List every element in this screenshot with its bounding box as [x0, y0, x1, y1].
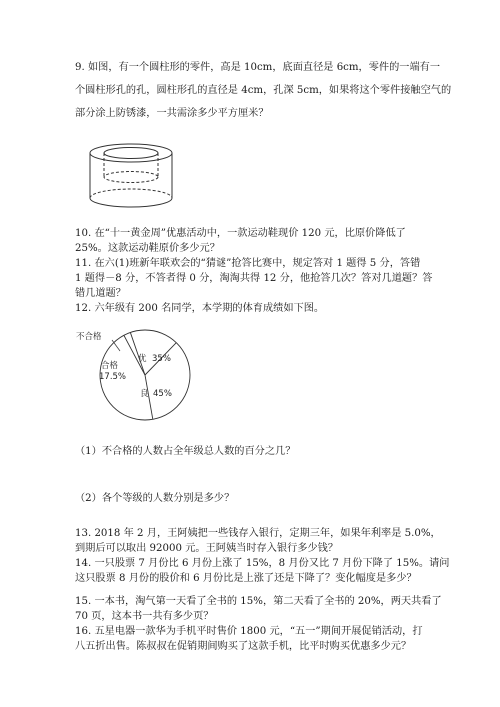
q14-line2: 这只股票 8 月份的股价和 6 月份比是上涨了还是下降了？变化幅度是多少？	[75, 573, 417, 584]
q15-line1: 15. 一本书，淘气第一天看了全书的 15%，第二天看了全书的 20%，两天共看了	[75, 596, 442, 607]
q11-line2: 1 题得－8 分，不答者得 0 分，淘淘共得 12 分，他抢答几次？答对几道题？答	[75, 273, 433, 284]
cylinder-figure	[82, 140, 182, 215]
label-qualified: 合格	[101, 361, 119, 371]
label-good: 良	[140, 389, 149, 399]
q9-line2: 个圆柱形孔的孔，圆柱形孔的直径是 4cm，孔深 5cm，如果将这个零件接触空气的	[75, 85, 452, 96]
label-qualified-value: 17.5%	[99, 372, 127, 382]
pie-chart-svg	[72, 325, 192, 425]
q16-line2: 八五折出售。陈叔叔在促销期间购买了这款手机，比平时购买优惠多少元？	[75, 641, 412, 652]
q15-line2: 70 页，这本书一共有多少页？	[75, 611, 214, 622]
pie-chart	[72, 325, 192, 425]
q16-line1: 16. 五星电器一款华为手机平时售价 1800 元，“五一”期间开展促销活动，打	[75, 626, 423, 637]
q12-line1: 12. 六年级有 200 名同学，本学期的体育成绩如下图。	[75, 303, 325, 314]
q11-line1: 11. 在六(1)班新年联欢会的“猜谜”抢答比赛中，规定答对 1 题得 5 分，答错	[75, 258, 421, 269]
q12-sub1: （1）不合格的人数占全年级总人数的百分之几？	[75, 446, 296, 457]
q9-line3: 部分涂上防锈漆，一共需涂多少平方厘米？	[75, 108, 269, 119]
q12-sub2: （2）各个等级的人数分别是多少？	[75, 493, 235, 504]
q10-line1: 10. 在“十一黄金周”优惠活动中，一款运动鞋现价 120 元，比原价降低了	[75, 228, 406, 239]
q13-line2: 到期后可以取出 92000 元。王阿姨当时存入银行多少钱？	[75, 543, 339, 554]
label-excellent-value: 35%	[152, 354, 171, 364]
q11-line3: 错几道题？	[75, 288, 126, 299]
q14-line1: 14. 一只股票 7 月份比 6 月份上涨了 15%，8 月份又比 7 月份下降了 15%。请问	[75, 558, 450, 569]
q13-line1: 13. 2018 年 2 月，王阿姨把一些钱存入银行，定期三年，如果年利率是 5.0%，	[75, 528, 441, 539]
q10-line2: 25%。这款运动鞋原价多少元？	[75, 243, 220, 254]
label-unqualified: 不合格	[76, 332, 102, 342]
label-excellent: 优	[138, 354, 147, 364]
q9-line1: 9. 如图，有一个圆柱形的零件，高是 10cm，底面直径是 6cm，零件的一端有一	[75, 62, 441, 73]
label-good-value: 45%	[153, 389, 172, 399]
